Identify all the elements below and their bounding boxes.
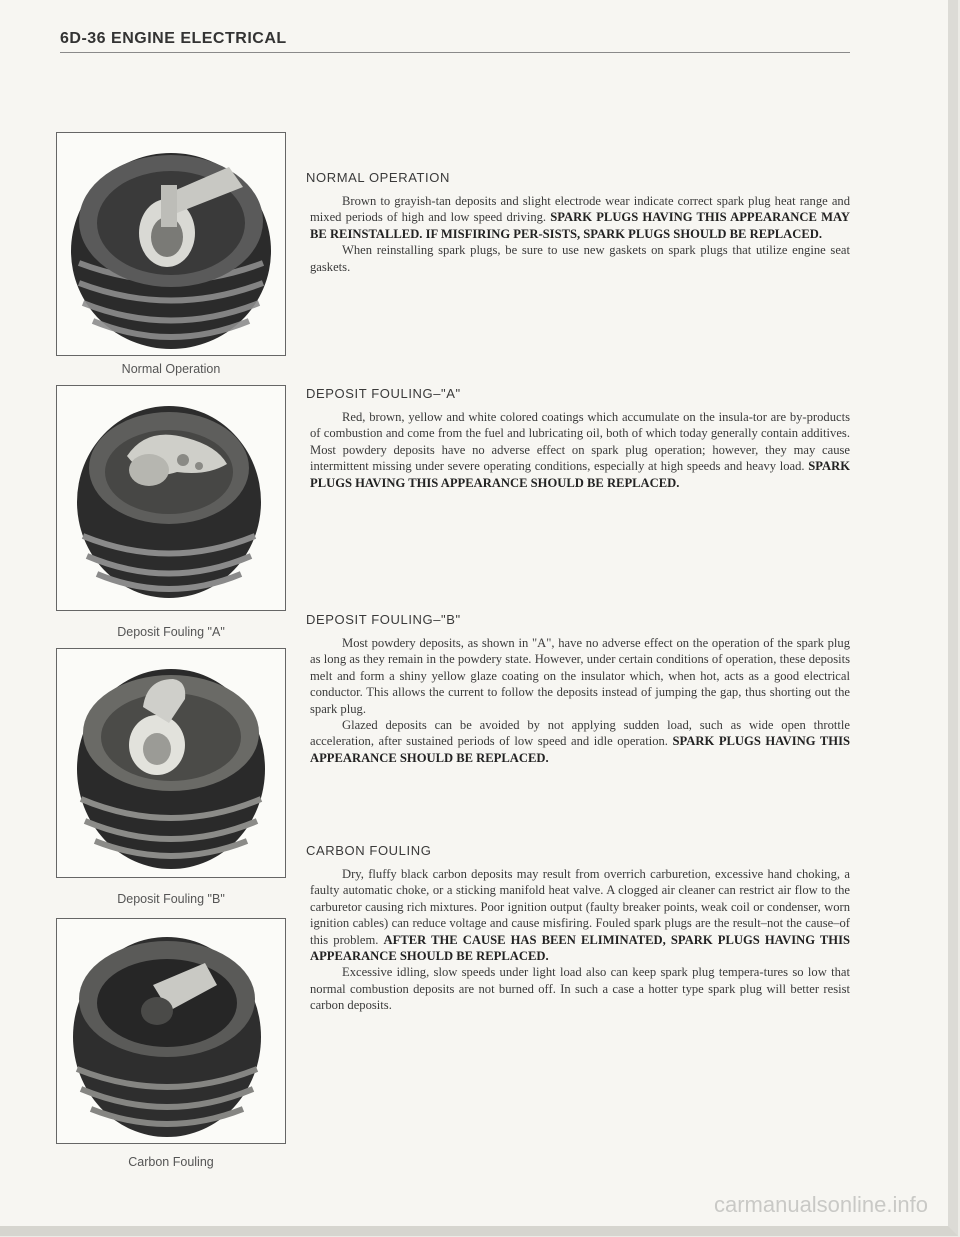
section-warning: SPARK PLUGS HAVING THIS APPEARANCE SHOULD BE REPLACED.: [310, 734, 850, 765]
spark-plug-carbon-image: [57, 919, 285, 1143]
section-paragraph: Brown to grayish-tan deposits and slight electrode wear indicate correct spark plug heat range and mixed periods of high and low speed driving. SPARK PLUGS HAVING THIS APPEARANCE MAY BE REINSTALLED. IF MISFIRING PER-SISTS, SPARK PLUGS SHOULD BE REPLACED.: [310, 194, 850, 241]
site-watermark: carmanualsonline.info: [713, 1192, 928, 1217]
figure-caption: Carbon Fouling: [128, 1155, 214, 1169]
section-paragraph: Red, brown, yellow and white colored coatings which accumulate on the insula-tor are by-products of combustion and come from the fuel and lubricating oil, both of which today generally contain additives. Most powdery deposits have no adverse effect on spark plug operation; however, they may cause intermittent missing under severe operating conditions, especially at high speeds and heavy load. SPARK PLUGS HAVING THIS APPEARANCE SHOULD BE REPLACED.: [310, 410, 850, 490]
section-paragraph: Most powdery deposits, as shown in "A", have no adverse effect on the operation of the spark plug as long as they remain in the powdery state. However, under certain conditions of operation, these deposits melt and form a shiny yellow glaze coating on the insulator which, when hot, acts as a good electrical conductor. This allows the current to follow the deposits instead of jumping the gap, thus shorting out the spark plug.: [310, 636, 850, 716]
section-warning: SPARK PLUGS HAVING THIS APPEARANCE SHOULD BE REPLACED.: [310, 459, 850, 490]
section-title: DEPOSIT FOULING–"A": [306, 386, 461, 401]
section-paragraph: Excessive idling, slow speeds under light load also can keep spark plug tempera-tures so low that normal combustion deposits are not burned off. In such a case a hotter type spark plug will better resist carbon deposits.: [310, 965, 850, 1013]
section-title: CARBON FOULING: [306, 843, 432, 858]
spark-plug-normal-image: [57, 133, 285, 355]
spark-plug-deposit-b-image: [57, 649, 285, 877]
figure-caption: Deposit Fouling "B": [117, 892, 225, 906]
section-warning: SPARK PLUGS HAVING THIS APPEARANCE MAY BE REINSTALLED. IF MISFIRING PER-SISTS, SPARK PLUGS SHOULD BE REPLACED.: [310, 210, 850, 241]
spark-plug-deposit-a-image: [57, 386, 285, 610]
section-deposit-fouling-b: [306, 612, 850, 766]
section-paragraph: When reinstalling spark plugs, be sure to use new gaskets on spark plugs that utilize engine seat gaskets.: [310, 243, 850, 274]
section-normal-operation: [306, 170, 850, 275]
section-title: DEPOSIT FOULING–"B": [306, 612, 461, 627]
deposit-fouling-b-photo: [56, 648, 286, 878]
figure-caption: Deposit Fouling "A": [117, 625, 225, 639]
deposit-fouling-a-photo: [56, 385, 286, 611]
section-paragraph: Dry, fluffy black carbon deposits may result from overrich carburetion, excessive hand choking, a faulty automatic choke, or a sticking manifold heat valve. A clogged air cleaner can restrict air flow to the carburetor causing rich mixtures. Poor ignition output (faulty breaker points, weak coil or condenser, worn ignition cables) can reduce voltage and cause misfiring. Fouled spark plugs are the result–not the cause–of this problem. AFTER THE CAUSE HAS BEEN ELIMINATED, SPARK PLUGS HAVING THIS APPEARANCE SHOULD BE REPLACED.: [310, 867, 850, 964]
normal-operation-photo: [56, 132, 286, 356]
section-deposit-fouling-a: [306, 386, 850, 491]
section-warning: AFTER THE CAUSE HAS BEEN ELIMINATED, SPARK PLUGS HAVING THIS APPEARANCE SHOULD BE REPLACED.: [310, 932, 850, 964]
section-paragraph: Glazed deposits can be avoided by not applying sudden load, such as wide open throttle acceleration, after sustained periods of low speed and idle operation. SPARK PLUGS HAVING THIS APPEARANCE SHOULD BE REPLACED.: [310, 718, 850, 765]
section-carbon-fouling: [306, 843, 850, 1014]
section-title: NORMAL OPERATION: [306, 170, 450, 185]
figure-caption: Normal Operation: [121, 362, 221, 376]
carbon-fouling-photo: [56, 918, 286, 1144]
page-header: 6D-36 ENGINE ELECTRICAL: [60, 30, 287, 47]
header-divider: [60, 52, 850, 53]
